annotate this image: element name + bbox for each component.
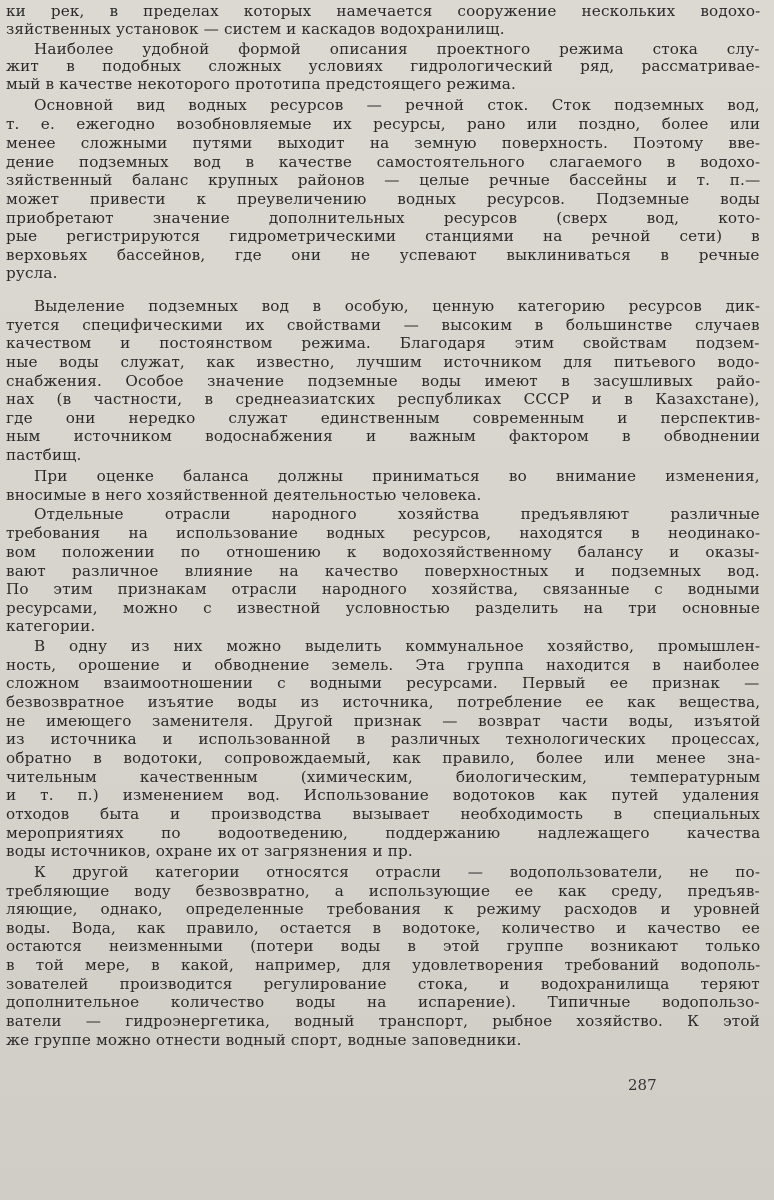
text-line: качеством и постоянством режима. Благодаря этим свойствам подзем- <box>6 334 760 352</box>
page-number: 287 <box>628 1076 657 1094</box>
text-line: рые регистрируются гидрометрическими станциями на речной сети) в <box>6 227 760 245</box>
text-line: приобретают значение дополнительных ресурсов (сверх вод, кото- <box>6 209 761 227</box>
text-line: ные воды служат, как известно, лучшим источником для питьевого водо- <box>6 353 760 371</box>
text-line: Наиболее удобной формой описания проектного режима стока слу- <box>34 40 760 58</box>
text-line: дополнительное количество воды на испарение). Типичные водопользо- <box>6 993 760 1011</box>
text-line: требования на использование водных ресурсов, находятся в неодинако- <box>6 524 761 542</box>
text-line: Основной вид водных ресурсов — речной сток. Сток подземных вод, <box>34 96 760 114</box>
text-line: ватели — гидроэнергетика, водный транспорт, рыбное хозяйство. К этой <box>6 1012 760 1030</box>
text-line: дение подземных вод в качестве самостоятельного слагаемого в водохо- <box>6 153 761 171</box>
text-line: Выделение подземных вод в особую, ценную категорию ресурсов дик- <box>34 297 761 315</box>
text-line: мероприятиях по водоотведению, поддержанию надлежащего качества <box>6 824 761 842</box>
text-line: нах (в частности, в среднеазиатских республиках СССР и в Казахстане), <box>6 390 760 408</box>
text-line: ляющие, однако, определенные требования к режиму расходов и уровней <box>6 900 761 918</box>
text-line: отходов быта и производства вызывает необходимость в специальных <box>6 805 760 823</box>
text-line: верховьях бассейнов, где они не успевают выклиниваться в речные <box>6 246 760 264</box>
text-line: ресурсами, можно с известной условностью разделить на три основные <box>6 599 761 617</box>
text-line: безвозвратное изъятие воды из источника, потребление ее как вещества, <box>6 693 761 711</box>
text-line: может привести к преувеличению водных ресурсов. Подземные воды <box>6 190 760 208</box>
text-line: пастбищ. <box>6 446 82 464</box>
text-line: ность, орошение и обводнение земель. Эта группа находится в наиболее <box>6 656 760 674</box>
text-line: обратно в водотоки, сопровождаемый, как правило, более или менее зна- <box>6 749 761 767</box>
text-line: категории. <box>6 617 96 635</box>
text-line: менее сложными путями выходит на земную поверхность. Поэтому вве- <box>6 134 761 152</box>
text-line: К другой категории относятся отрасли — водопользователи, не по- <box>34 863 761 881</box>
text-line: требляющие воду безвозвратно, а использующие ее как среду, предъяв- <box>6 882 760 900</box>
text-line: зяйственных установок — систем и каскадов водохранилищ. <box>6 20 505 38</box>
text-line: не имеющего заменителя. Другой признак — возврат части воды, изъятой <box>6 712 761 730</box>
text-line: снабжения. Особое значение подземные воды имеют в засушливых райо- <box>6 372 761 390</box>
text-line: мый в качестве некоторого прототипа предстоящего режима. <box>6 75 516 93</box>
text-line: чительным качественным (химическим, биологическим, температурным <box>6 768 761 786</box>
text-line: зователей производится регулирование стока, и водохранилища теряют <box>6 975 760 993</box>
text-line: вом положении по отношению к водохозяйственному балансу и оказы- <box>6 543 760 561</box>
text-line: вают различное влияние на качество поверхностных и подземных вод. <box>6 562 760 580</box>
text-line: туется специфическими их свойствами — высоким в большинстве случаев <box>6 316 760 334</box>
text-line: вносимые в него хозяйственной деятельностью человека. <box>6 486 482 504</box>
text-line: В одну из них можно выделить коммунальное хозяйство, промышлен- <box>34 637 761 655</box>
text-line: где они нередко служат единственным современным и перспектив- <box>6 409 761 427</box>
text-line: зяйственный баланс крупных районов — целые речные бассейны и т. п.— <box>6 171 761 189</box>
text-line: жит в подобных сложных условиях гидрологический ряд, рассматривае- <box>6 57 761 75</box>
text-line: Отдельные отрасли народного хозяйства предъявляют различные <box>34 505 760 523</box>
text-line: остаются неизменными (потери воды в этой группе возникают только <box>6 937 761 955</box>
text-line: воды источников, охране их от загрязнения и пр. <box>6 842 413 860</box>
text-line: воды. Вода, как правило, остается в водотоке, количество и качество ее <box>6 919 760 937</box>
text-line: русла. <box>6 264 58 282</box>
text-line: По этим признакам отрасли народного хозяйства, связанные с водными <box>6 580 760 598</box>
text-line: сложном взаимоотношении с водными ресурсами. Первый ее признак — <box>6 674 760 692</box>
text-line: и т. п.) изменением вод. Использование водотоков как путей удаления <box>6 786 760 804</box>
text-line: из источника и использованной в различных технологических процессах, <box>6 730 761 748</box>
text-line: ки рек, в пределах которых намечается сооружение нескольких водохо- <box>6 2 761 20</box>
text-line: же группе можно отнести водный спорт, водные заповедники. <box>6 1031 522 1049</box>
text-line: При оценке баланса должны приниматься во внимание изменения, <box>34 467 760 485</box>
text-line: в той мере, в какой, например, для удовлетворения требований водополь- <box>6 956 761 974</box>
text-line: ным источником водоснабжения и важным фактором в обводнении <box>6 427 761 445</box>
text-line: т. е. ежегодно возобновляемые их ресурсы, рано или поздно, более или <box>6 115 761 133</box>
